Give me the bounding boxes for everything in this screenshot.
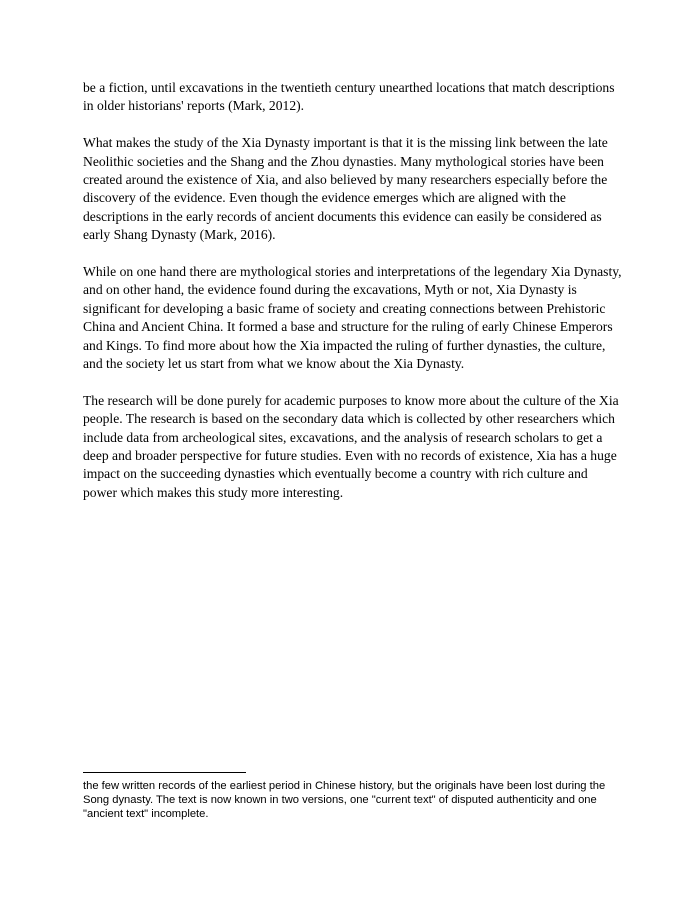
paragraph-significance: While on one hand there are mythological stories and interpretations of the legendary Xia Dynasty, and on other hand, the evidence found during the excavations, Myth or not, Xia Dynasty is significant for developing a basic frame of society and creating connections between Prehistoric China and Ancient China. It formed a base and structure for the ruling of early Chinese Emperors and Kings. To find more about how the Xia impacted the ruling of further dynasties, the culture, and the society let us start from what we know about the Xia Dynasty.: [83, 264, 622, 372]
paragraph-research-purpose: The research will be done purely for academic purposes to know more about the culture of the Xia people. The research is based on the secondary data which is collected by other researchers which include data from archeological sites, excavations, and the analysis of research scholars to get a deep and broader perspective for future studies. Even with no records of existence, Xia has a huge impact on the succeeding dynasties which eventually become a country with rich culture and power which makes this study more interesting.: [83, 392, 619, 500]
footnote-separator: [83, 772, 246, 773]
footnote-text: the few written records of the earliest period in Chinese history, but the originals have been lost during the Song dynasty. The text is now known in two versions, one "current text" of disputed authenticity and one "ancient text" incomplete.: [83, 780, 606, 820]
body-text: [83, 79, 623, 521]
footnote: [83, 779, 623, 821]
paragraph-continuation: be a fiction, until excavations in the twentieth century unearthed locations that match descriptions in older historians' reports (Mark, 2012).: [83, 80, 615, 114]
paragraph-importance: What makes the study of the Xia Dynasty important is that it is the missing link between the late Neolithic societies and the Shang and the Zhou dynasties. Many mythological stories have been created around the existence of Xia, and also believed by many researchers especially before the discovery of the evidence. Even though the evidence emerges which are aligned with the descriptions in the early records of ancient documents this evidence can easily be considered as early Shang Dynasty (Mark, 2016).: [83, 135, 608, 243]
